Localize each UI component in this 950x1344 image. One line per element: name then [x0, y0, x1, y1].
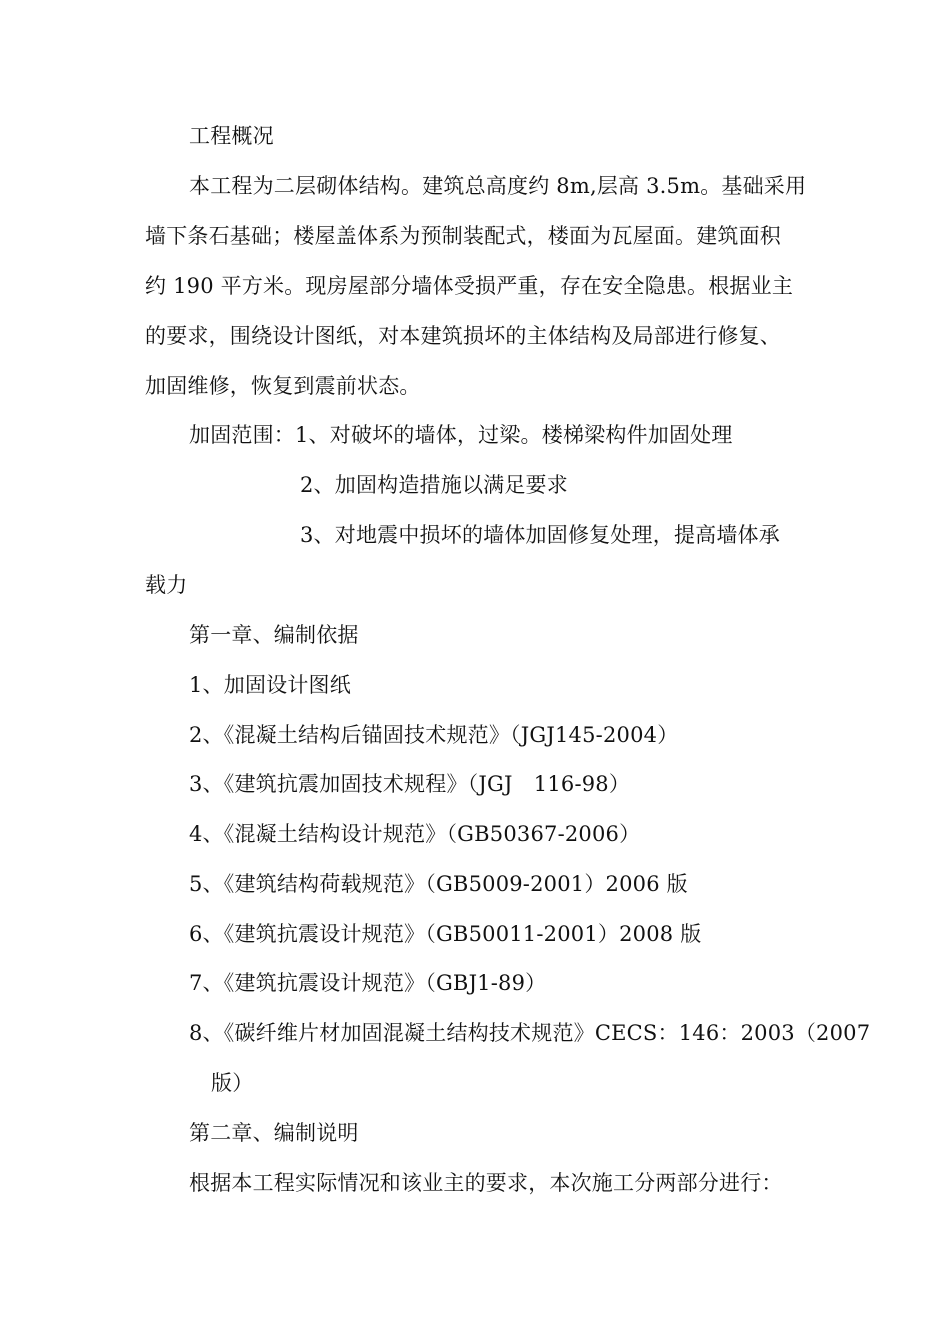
- basis-item-1: 1、加固设计图纸: [189, 673, 351, 697]
- overview-line-1: 本工程为二层砌体结构。建筑总高度约 8m,层高 3.5m。基础采用: [189, 174, 807, 198]
- basis-item-2: 2、《混凝土结构后锚固技术规范》（JGJ145-2004）: [189, 723, 679, 747]
- basis-item-8: 8、《碳纤维片材加固混凝土结构技术规范》CECS：146：2003（2007: [189, 1021, 871, 1045]
- scope-item-1: 加固范围：1、对破坏的墙体，过梁。楼梯梁构件加固处理: [189, 423, 733, 447]
- chapter-2-title: 第二章、编制说明: [189, 1121, 359, 1145]
- scope-item-3: 3、对地震中损坏的墙体加固修复处理，提高墙体承: [300, 523, 780, 547]
- overview-line-5: 加固维修，恢复到震前状态。: [145, 374, 421, 398]
- basis-item-7: 7、《建筑抗震设计规范》（GBJ1-89）: [189, 971, 547, 995]
- section-heading: 工程概况: [189, 124, 274, 148]
- basis-item-5: 5、《建筑结构荷载规范》（GB5009-2001）2006 版: [189, 872, 688, 896]
- chapter-2-text: 根据本工程实际情况和该业主的要求，本次施工分两部分进行：: [189, 1171, 783, 1195]
- overview-line-4: 的要求，围绕设计图纸，对本建筑损坏的主体结构及局部进行修复、: [145, 324, 781, 348]
- basis-item-8-cont: 版）: [211, 1071, 254, 1095]
- basis-item-3: 3、《建筑抗震加固技术规程》（JGJ 116-98）: [189, 772, 631, 796]
- overview-line-2: 墙下条石基础；楼屋盖体系为预制装配式，楼面为瓦屋面。建筑面积: [145, 224, 781, 248]
- overview-line-3: 约 190 平方米。现房屋部分墙体受损严重，存在安全隐患。根据业主: [145, 274, 794, 298]
- basis-item-6: 6、《建筑抗震设计规范》（GB50011-2001）2008 版: [189, 922, 702, 946]
- chapter-1-title: 第一章、编制依据: [189, 623, 359, 647]
- scope-item-2: 2、加固构造措施以满足要求: [300, 473, 568, 497]
- basis-item-4: 4、《混凝土结构设计规范》（GB50367-2006）: [189, 822, 641, 846]
- scope-item-3-cont: 载力: [145, 573, 188, 597]
